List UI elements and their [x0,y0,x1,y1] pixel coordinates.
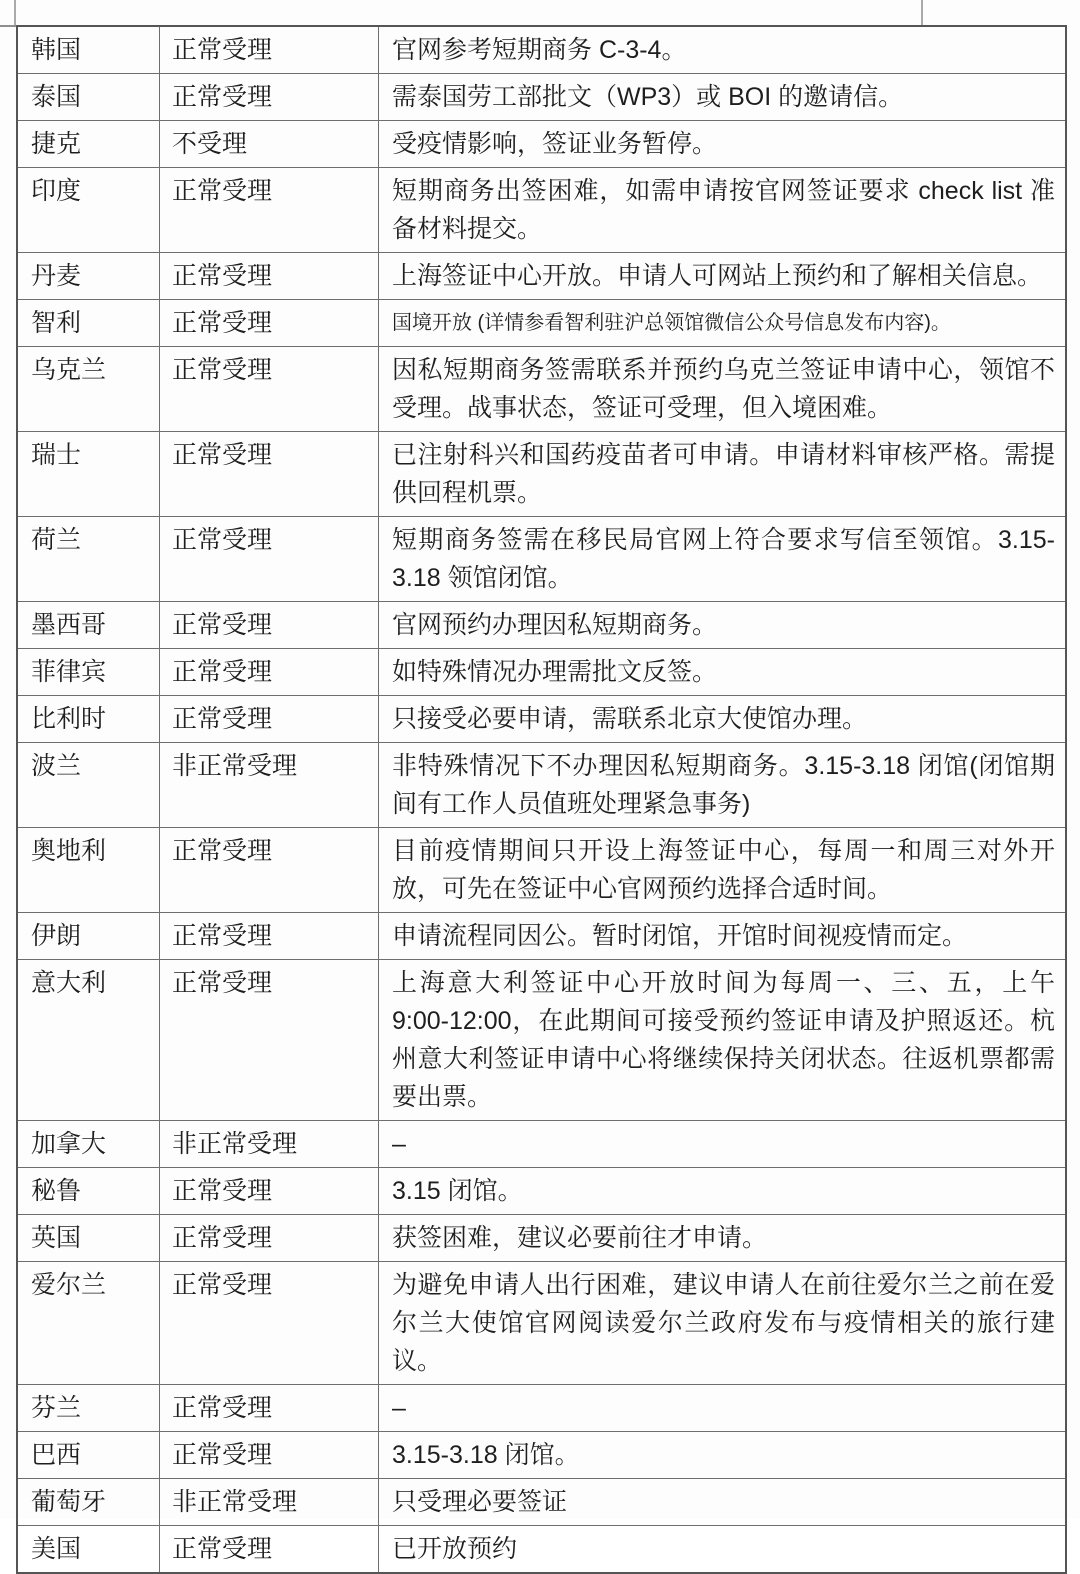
note-cell: 如特殊情况办理需批文反签。 [379,649,1067,696]
note-cell: 上海签证中心开放。申请人可网站上预约和了解相关信息。 [379,253,1067,300]
status-cell: 正常受理 [160,649,379,696]
table-row [17,960,1066,1121]
note-cell: 已开放预约 [379,1526,1067,1574]
country-cell: 意大利 [17,960,160,1121]
note-cell: 受疫情影响，签证业务暂停。 [379,121,1067,168]
country-cell: 爱尔兰 [17,1262,160,1385]
visa-table-body [17,26,1066,1573]
note-cell: 获签困难，建议必要前往才申请。 [379,1215,1067,1262]
country-cell: 英国 [17,1215,160,1262]
table-row [17,121,1066,168]
country-cell: 比利时 [17,696,160,743]
country-cell: 芬兰 [17,1385,160,1432]
status-cell: 正常受理 [160,26,379,74]
status-cell: 正常受理 [160,1526,379,1574]
table-row [17,1168,1066,1215]
status-cell: 正常受理 [160,1215,379,1262]
table-row [17,1215,1066,1262]
table-row [17,432,1066,517]
table-row [17,168,1066,253]
country-cell: 瑞士 [17,432,160,517]
status-cell: 正常受理 [160,960,379,1121]
country-cell: 墨西哥 [17,602,160,649]
country-cell: 美国 [17,1526,160,1574]
top-right-line-stub [921,0,923,26]
country-cell: 荷兰 [17,517,160,602]
note-cell: 国境开放 (详情参看智利驻沪总领馆微信公众号信息发布内容)。 [379,300,1067,347]
note-cell: 已注射科兴和国药疫苗者可申请。申请材料审核严格。需提供回程机票。 [379,432,1067,517]
country-cell: 印度 [17,168,160,253]
table-row [17,74,1066,121]
status-cell: 非正常受理 [160,1479,379,1526]
table-row [17,347,1066,432]
status-cell: 正常受理 [160,1432,379,1479]
country-cell: 智利 [17,300,160,347]
country-cell: 乌克兰 [17,347,160,432]
status-cell: 正常受理 [160,1385,379,1432]
note-cell: 非特殊情况下不办理因私短期商务。3.15-3.18 闭馆(闭馆期间有工作人员值班处理紧急事务) [379,743,1067,828]
table-row [17,300,1066,347]
note-cell: 3.15-3.18 闭馆。 [379,1432,1067,1479]
note-cell: 短期商务出签困难，如需申请按官网签证要求 check list 准备材料提交。 [379,168,1067,253]
table-row [17,602,1066,649]
country-cell: 韩国 [17,26,160,74]
status-cell: 非正常受理 [160,1121,379,1168]
status-cell: 正常受理 [160,1262,379,1385]
status-cell: 正常受理 [160,828,379,913]
status-cell: 正常受理 [160,347,379,432]
table-row [17,1121,1066,1168]
table-row [17,1385,1066,1432]
note-cell: 因私短期商务签需联系并预约乌克兰签证申请中心，领馆不受理。战事状态，签证可受理，但入境困难。 [379,347,1067,432]
table-row [17,1526,1066,1574]
table-row [17,913,1066,960]
status-cell: 正常受理 [160,253,379,300]
status-cell: 正常受理 [160,696,379,743]
note-cell: – [379,1385,1067,1432]
country-cell: 巴西 [17,1432,160,1479]
top-left-line-stub [14,0,16,26]
country-cell: 菲律宾 [17,649,160,696]
visa-status-table [16,25,1067,1574]
country-cell: 捷克 [17,121,160,168]
status-cell: 正常受理 [160,602,379,649]
note-cell: 只受理必要签证 [379,1479,1067,1526]
status-cell: 正常受理 [160,913,379,960]
note-cell: 只接受必要申请，需联系北京大使馆办理。 [379,696,1067,743]
status-cell: 正常受理 [160,1168,379,1215]
top-left-horizontal-stub [0,25,17,27]
table-row [17,743,1066,828]
note-cell: – [379,1121,1067,1168]
country-cell: 泰国 [17,74,160,121]
country-cell: 奥地利 [17,828,160,913]
table-row [17,649,1066,696]
country-cell: 丹麦 [17,253,160,300]
table-row [17,26,1066,74]
table-row [17,1262,1066,1385]
country-cell: 葡萄牙 [17,1479,160,1526]
table-row [17,696,1066,743]
table-row [17,517,1066,602]
status-cell: 正常受理 [160,517,379,602]
country-cell: 波兰 [17,743,160,828]
status-cell: 正常受理 [160,74,379,121]
country-cell: 秘鲁 [17,1168,160,1215]
status-cell: 正常受理 [160,300,379,347]
note-cell: 短期商务签需在移民局官网上符合要求写信至领馆。3.15-3.18 领馆闭馆。 [379,517,1067,602]
note-cell: 需泰国劳工部批文（WP3）或 BOI 的邀请信。 [379,74,1067,121]
note-cell: 申请流程同因公。暂时闭馆，开馆时间视疫情而定。 [379,913,1067,960]
table-row [17,253,1066,300]
note-cell: 目前疫情期间只开设上海签证中心，每周一和周三对外开放，可先在签证中心官网预约选择合适时间。 [379,828,1067,913]
country-cell: 加拿大 [17,1121,160,1168]
note-cell: 官网预约办理因私短期商务。 [379,602,1067,649]
note-cell: 官网参考短期商务 C-3-4。 [379,26,1067,74]
status-cell: 不受理 [160,121,379,168]
status-cell: 正常受理 [160,432,379,517]
note-cell: 为避免申请人出行困难，建议申请人在前往爱尔兰之前在爱尔兰大使馆官网阅读爱尔兰政府发布与疫情相关的旅行建议。 [379,1262,1067,1385]
status-cell: 非正常受理 [160,743,379,828]
note-cell: 3.15 闭馆。 [379,1168,1067,1215]
note-cell: 上海意大利签证中心开放时间为每周一、三、五，上午 9:00-12:00，在此期间可接受预约签证申请及护照返还。杭州意大利签证申请中心将继续保持关闭状态。往返机票都需要出票。 [379,960,1067,1121]
table-row [17,828,1066,913]
status-cell: 正常受理 [160,168,379,253]
table-row [17,1432,1066,1479]
country-cell: 伊朗 [17,913,160,960]
table-row [17,1479,1066,1526]
